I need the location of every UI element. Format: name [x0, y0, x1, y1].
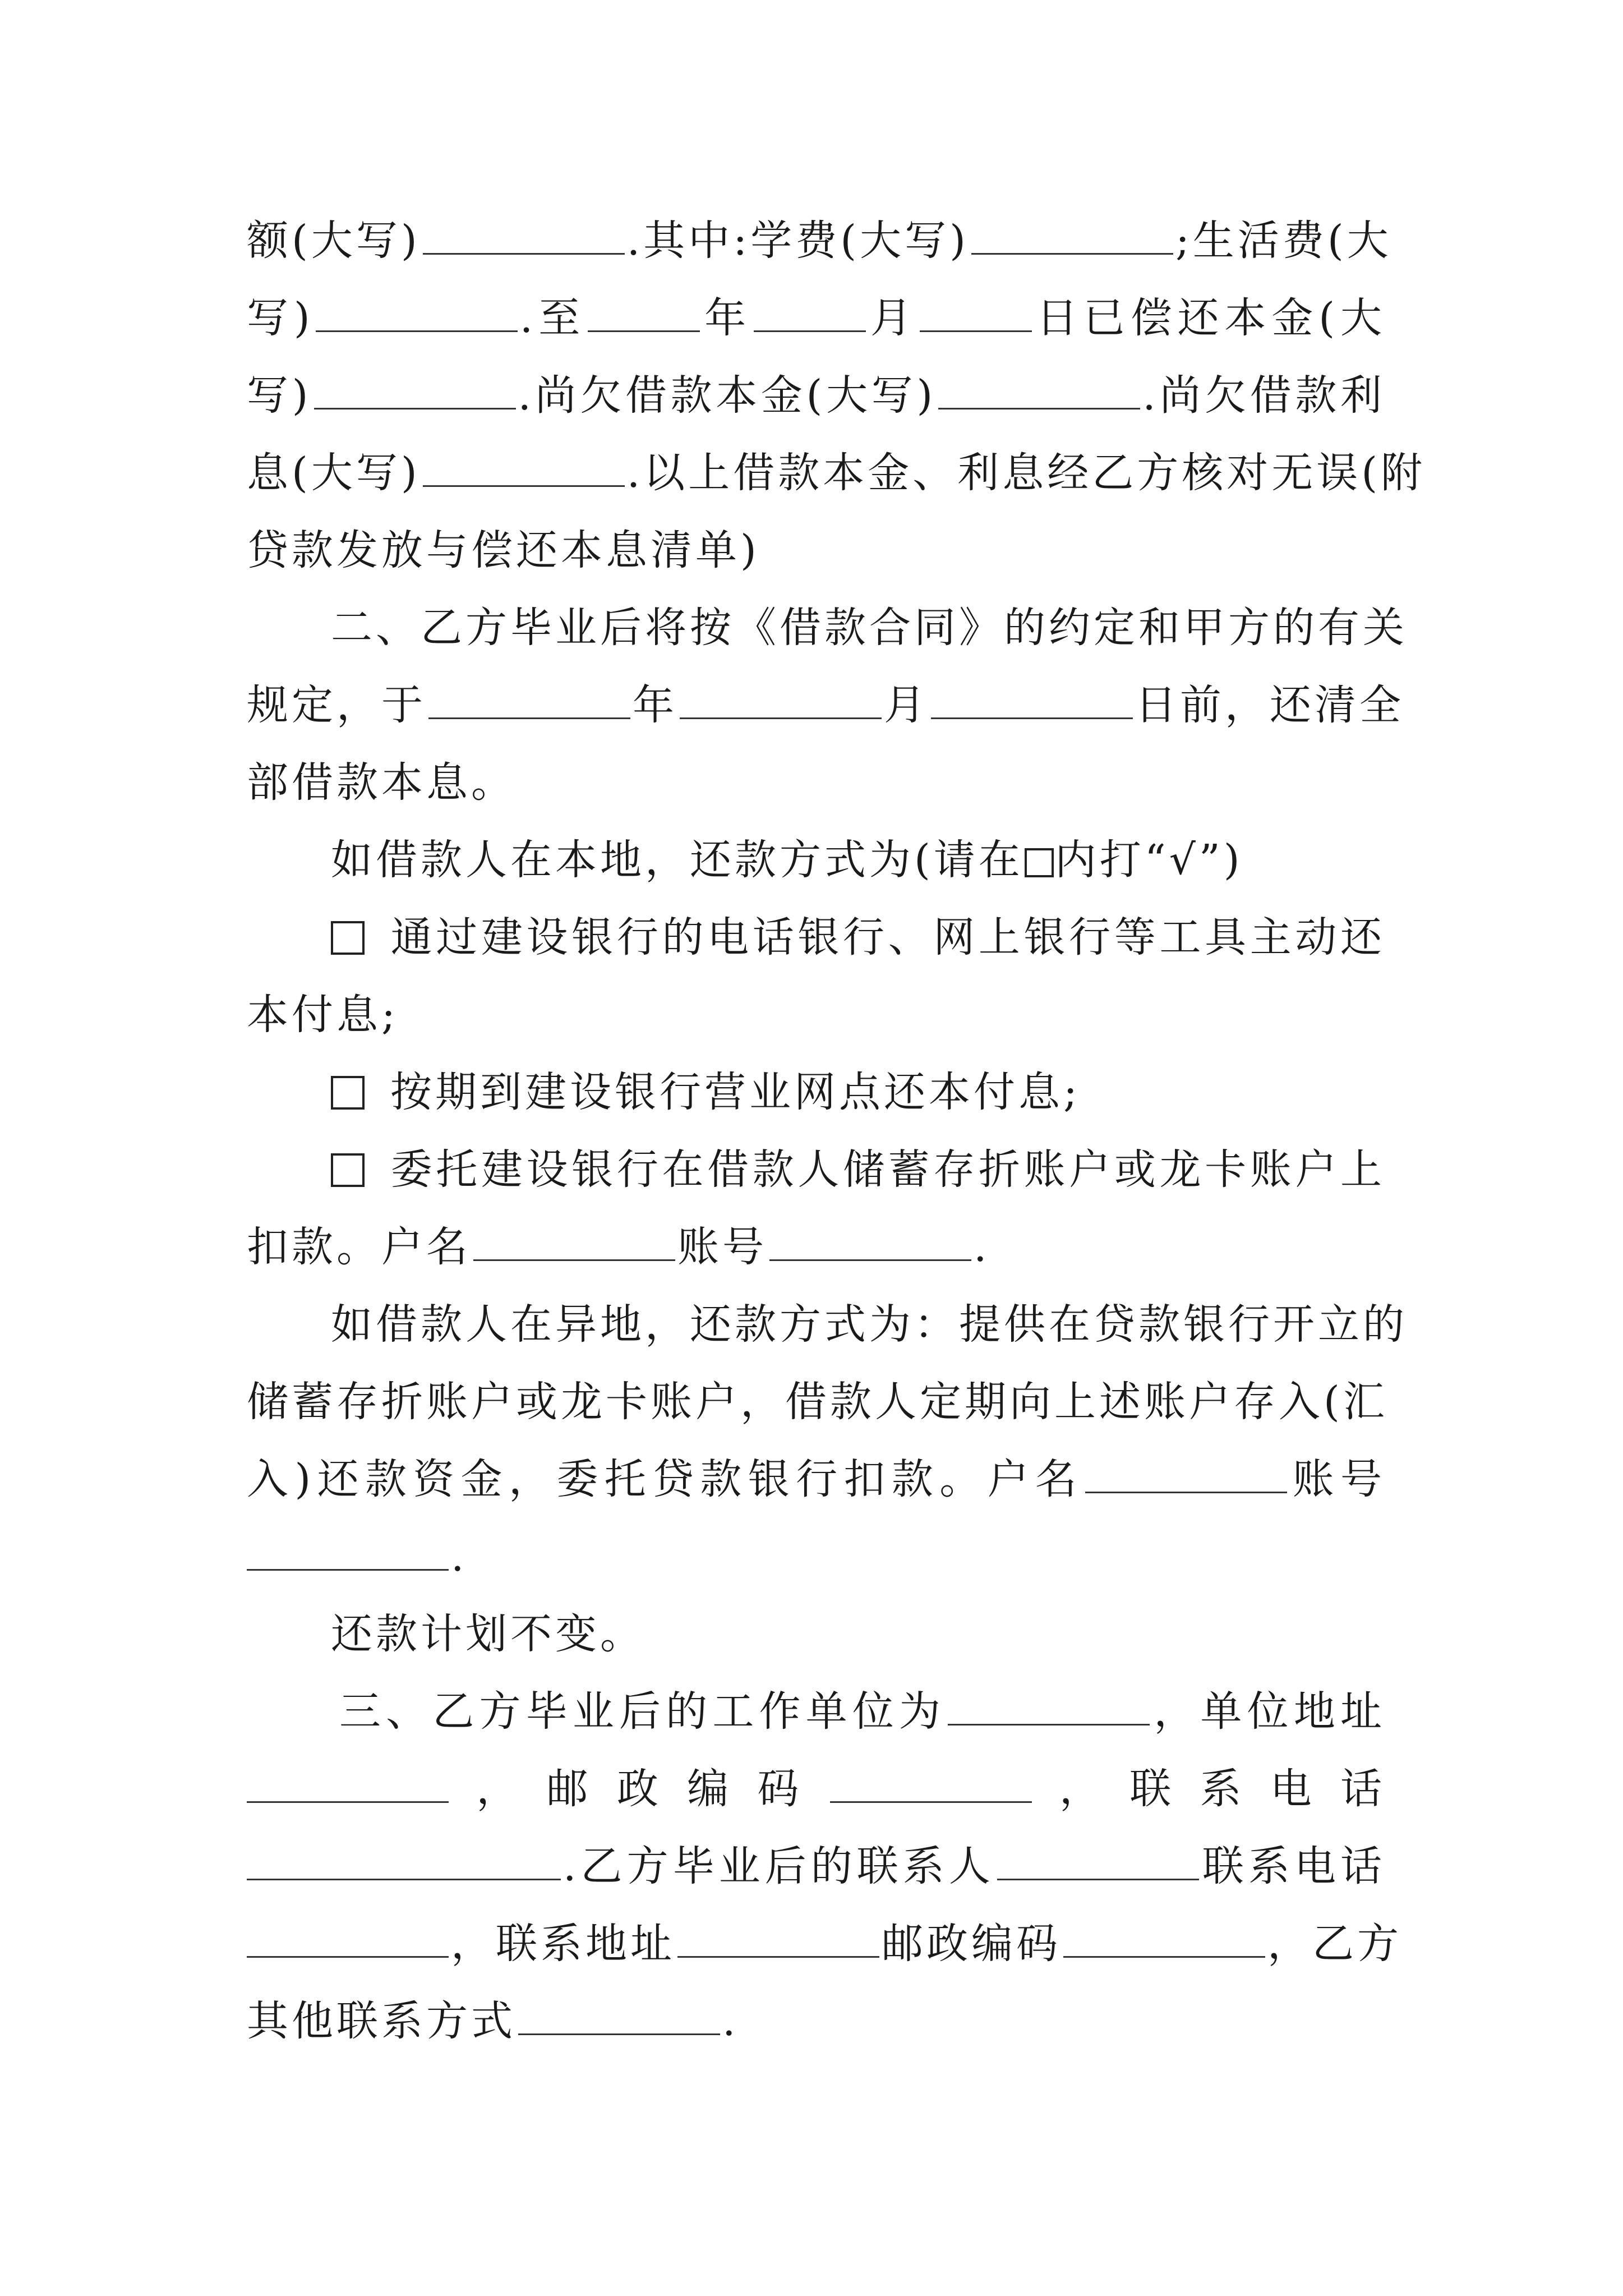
text: 年: [702, 294, 751, 342]
remote-line1: [247, 1286, 1408, 1363]
text: 邮政编码: [882, 1920, 1061, 1968]
text: 内打“√”): [1054, 836, 1243, 884]
employer-address-blank[interactable]: [247, 1801, 449, 1803]
repayment-plan: [247, 1595, 1385, 1673]
text: 通过建设银行的电话银行、网上银行等工具主动还: [390, 913, 1385, 961]
option2-checkbox[interactable]: [331, 1076, 365, 1110]
fill-blank[interactable]: [428, 717, 630, 719]
text: .至: [519, 294, 586, 342]
fill-blank[interactable]: [314, 407, 516, 409]
fill-blank[interactable]: [931, 717, 1133, 719]
text: ;生活费(大: [1175, 217, 1392, 265]
paragraph1-line5: [247, 512, 1385, 589]
text: 如借款人在本地，还款方式为(请在: [331, 836, 1023, 884]
section3-line5: [247, 1982, 1385, 2060]
fill-blank[interactable]: [938, 407, 1140, 409]
account-name-blank[interactable]: [473, 1259, 675, 1261]
text: .: [451, 1533, 468, 1581]
section2-line1: [247, 589, 1408, 666]
option3-checkbox[interactable]: [331, 1153, 365, 1187]
local-option1-cont: [247, 976, 1385, 1053]
contact-phone-blank[interactable]: [247, 1955, 449, 1958]
text: 规定，于: [247, 681, 426, 729]
text: .尚欠借款利: [1142, 371, 1385, 420]
text: 息(大写): [247, 449, 421, 497]
text: 月: [884, 681, 929, 729]
text: .: [722, 1997, 739, 2045]
text: 委托建设银行在借款人储蓄存折账户或龙卡账户上: [390, 1145, 1385, 1194]
checkbox-icon: [1025, 848, 1054, 877]
text: .: [974, 1223, 990, 1271]
local-option1: [247, 899, 1385, 976]
text: .其中:学费(大写): [626, 217, 969, 265]
section3-line4: [247, 1905, 1402, 1982]
local-intro: [247, 821, 1385, 899]
text: 贷款发放与偿还本息清单): [247, 526, 760, 574]
remote-line2: [247, 1363, 1388, 1441]
section3-line3: [247, 1828, 1385, 1905]
text: 账号: [1289, 1455, 1385, 1503]
fill-blank[interactable]: [754, 330, 866, 332]
section2-line3: [247, 744, 1385, 821]
fill-blank[interactable]: [971, 252, 1173, 255]
other-contact-blank[interactable]: [518, 2033, 720, 2035]
contact-person-blank[interactable]: [997, 1878, 1199, 1880]
option1-checkbox[interactable]: [331, 921, 365, 955]
paragraph1-line4: [247, 434, 1426, 512]
contact-postcode-blank[interactable]: [1063, 1955, 1265, 1958]
paragraph1-line1: [247, 202, 1392, 279]
text: 其他联系方式: [247, 1997, 516, 2045]
employer-blank[interactable]: [948, 1723, 1150, 1726]
text: ，单位地址: [1152, 1687, 1386, 1736]
text: 本付息;: [247, 991, 399, 1039]
local-option2: [247, 1053, 1385, 1131]
document-page: [247, 202, 1426, 2060]
section3-line1: [247, 1673, 1385, 1750]
paragraph1-line2: [247, 279, 1385, 357]
text: .以上借款本金、利息经乙方核对无误(附: [626, 449, 1426, 497]
text: 扣款。户名: [247, 1223, 471, 1271]
text: 写): [247, 371, 312, 420]
section3-line2: [247, 1750, 1385, 1828]
text: .乙方毕业后的联系人: [563, 1842, 995, 1890]
text: 按期到建设银行营业网点还本付息;: [390, 1068, 1081, 1116]
text: 额(大写): [247, 217, 421, 265]
text: ，联系地址: [451, 1920, 675, 1968]
text: 如借款人在异地，还款方式为：提供在贷款银行开立的: [331, 1300, 1408, 1349]
text: 二、乙方毕业后将按《借款合同》的约定和甲方的有关: [331, 604, 1408, 652]
phone-blank[interactable]: [247, 1878, 561, 1880]
text: 月: [868, 294, 917, 342]
text: ，: [451, 1765, 547, 1813]
paragraph1-line3: [247, 357, 1385, 434]
text: .尚欠借款本金(大写): [518, 371, 937, 420]
text: 部借款本息。: [247, 758, 516, 807]
account-number-blank[interactable]: [769, 1259, 971, 1261]
local-option3: [247, 1131, 1385, 1208]
fill-blank[interactable]: [423, 485, 625, 487]
text: 日已偿还本金(大: [1034, 294, 1386, 342]
fill-blank[interactable]: [423, 252, 625, 255]
text: 联系电话: [1201, 1842, 1385, 1890]
text: 日前，还清全: [1135, 681, 1404, 729]
text: 三、乙方毕业后的工作单位为: [339, 1687, 946, 1736]
remote-line4: [247, 1518, 1385, 1595]
postcode-blank[interactable]: [830, 1801, 1032, 1803]
text: 账号: [677, 1223, 767, 1271]
text: 联系电话: [1129, 1765, 1386, 1813]
remote-line3: [247, 1441, 1385, 1518]
fill-blank[interactable]: [316, 330, 518, 332]
fill-blank[interactable]: [588, 330, 700, 332]
text: 年: [633, 681, 677, 729]
fill-blank[interactable]: [920, 330, 1032, 332]
text: 储蓄存折账户或龙卡账户，借款人定期向上述账户存入(汇: [247, 1378, 1388, 1426]
account-name-blank[interactable]: [1085, 1491, 1287, 1493]
text: ，: [1034, 1765, 1130, 1813]
text: 入)还款资金，委托贷款银行扣款。户名: [247, 1455, 1083, 1503]
local-option3-cont: [247, 1208, 1385, 1286]
text: 写): [247, 294, 313, 342]
account-number-blank[interactable]: [247, 1568, 449, 1571]
text: 邮政编码: [546, 1765, 828, 1813]
contact-address-blank[interactable]: [677, 1955, 879, 1958]
fill-blank[interactable]: [680, 717, 882, 719]
text: ，乙方: [1267, 1920, 1402, 1968]
text: 还款计划不变。: [331, 1610, 645, 1658]
section2-line2: [247, 666, 1404, 744]
